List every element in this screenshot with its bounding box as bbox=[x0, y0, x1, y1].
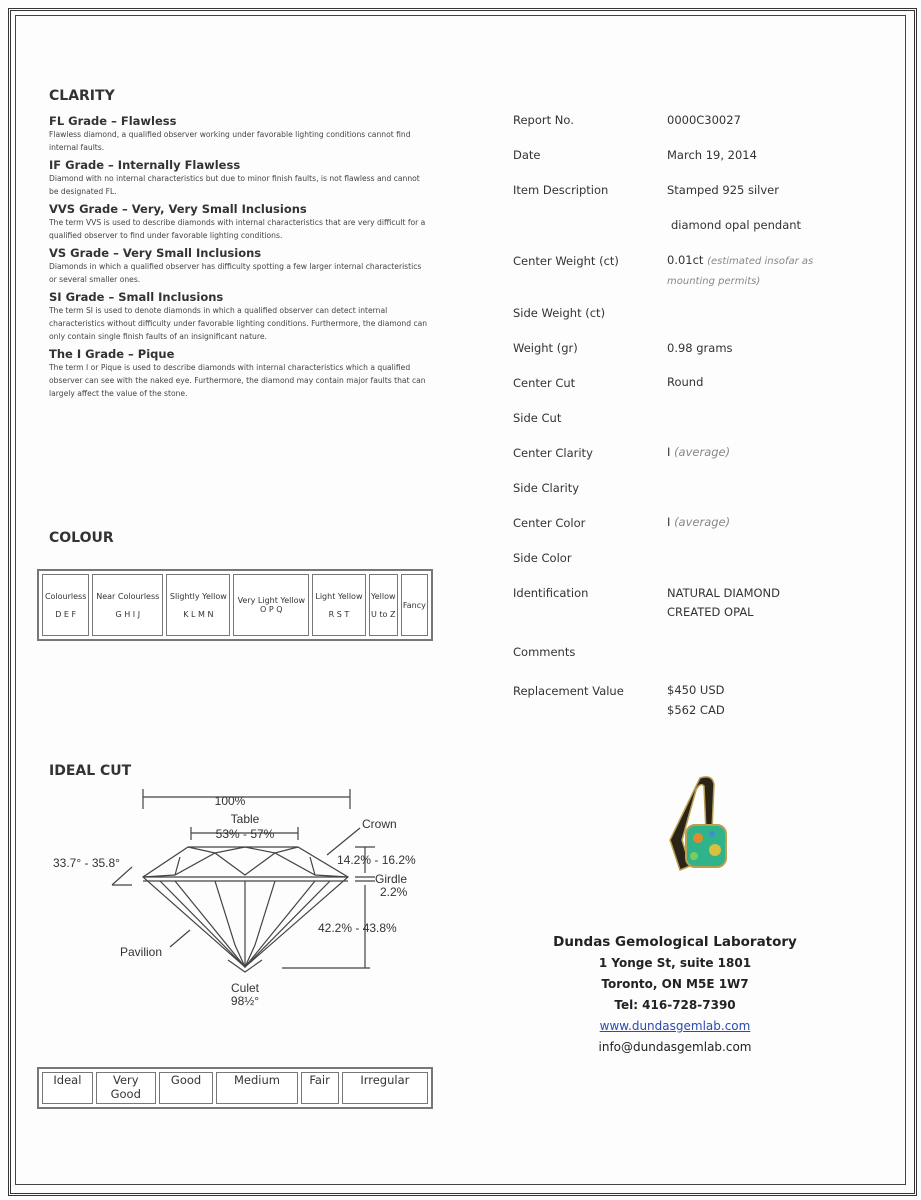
report-label: Center Color bbox=[513, 516, 586, 530]
report-value: Round bbox=[667, 375, 704, 389]
girdle-value: 2.2% bbox=[380, 885, 408, 899]
lab-phone: Tel: 416-728-7390 bbox=[614, 998, 736, 1012]
grade-title: SI Grade – Small Inclusions bbox=[49, 290, 224, 304]
report-label: Center Cut bbox=[513, 376, 576, 390]
grade-description: Flawless diamond, a qualified observer working under favorable lighting conditions cannot find internal faults. bbox=[49, 130, 411, 152]
report-value: CREATED OPAL bbox=[667, 605, 754, 619]
girdle-label: Girdle bbox=[375, 872, 408, 886]
lab-contact bbox=[540, 932, 810, 1058]
cut-grade-cell: Very Good bbox=[96, 1072, 156, 1104]
lab-website-link[interactable]: www.dundasgemlab.com bbox=[599, 1019, 751, 1033]
report-label: Identification bbox=[513, 586, 589, 600]
report-label: Center Weight (ct) bbox=[513, 254, 619, 268]
report-label: Report No. bbox=[513, 113, 574, 127]
grade-title: VVS Grade – Very, Very Small Inclusions bbox=[49, 202, 307, 216]
table-value: 53% - 57% bbox=[215, 827, 275, 841]
cut-grade-cell: Medium bbox=[216, 1072, 297, 1104]
report-label: Side Clarity bbox=[513, 481, 580, 495]
lab-email: info@dundasgemlab.com bbox=[598, 1040, 752, 1054]
report-label: Weight (gr) bbox=[513, 341, 578, 355]
grade-description: The term SI is used to denote diamonds in which a qualified observer can detect internal characteristics without difficulty under favorable lighting conditions. Furthermore, the diamond can only contain single finish faults of an insignificant nature. bbox=[49, 306, 428, 341]
grade-description: The term VVS is used to describe diamonds with internal characteristics that are very difficult for a qualified observer to find under favorable lighting conditions. bbox=[49, 218, 426, 240]
table-label: Table bbox=[230, 812, 260, 826]
cut-grade-cell: Irregular bbox=[342, 1072, 428, 1104]
report-label: Comments bbox=[513, 645, 576, 659]
colour-cell: Slightly Yellow K L M N bbox=[166, 574, 230, 636]
grade-description: The term I or Pique is used to describe diamonds with internal characteristics which a qualified observer can see with the naked eye. Furthermore, the diamond may contain major faults that can largely affect the value of the stone. bbox=[49, 363, 426, 398]
grade-title: The I Grade – Pique bbox=[49, 347, 175, 361]
grade-description: Diamonds in which a qualified observer has difficulty spotting a few larger internal characteristics or several smaller ones. bbox=[49, 262, 422, 284]
grade-title: FL Grade – Flawless bbox=[49, 114, 177, 128]
crown-angle-value: 33.7° - 35.8° bbox=[53, 856, 120, 870]
lab-name: Dundas Gemological Laboratory bbox=[553, 934, 797, 950]
report-label: Date bbox=[513, 148, 541, 162]
report-value: $562 CAD bbox=[667, 703, 725, 717]
colour-cell: Colourless D E F bbox=[42, 574, 89, 636]
report-value: 0000C30027 bbox=[667, 113, 741, 127]
colour-heading: COLOUR bbox=[49, 530, 114, 546]
report-value: NATURAL DIAMOND bbox=[667, 586, 781, 600]
culet-value: 98½° bbox=[230, 994, 260, 1008]
report-note: (estimated insofar as mounting permits) bbox=[667, 256, 814, 287]
clarity-grades bbox=[49, 110, 429, 400]
colour-cell: Light Yellow R S T bbox=[312, 574, 366, 636]
cut-grade-table bbox=[37, 1067, 433, 1109]
pendant-photo bbox=[660, 770, 740, 882]
report-label: Side Color bbox=[513, 551, 572, 565]
report-value: 0.98 grams bbox=[667, 341, 733, 355]
report-label: Side Cut bbox=[513, 411, 562, 425]
report-value: I (average) bbox=[667, 515, 731, 529]
grade-description: Diamond with no internal characteristics but due to minor finish faults, is not flawless and cannot be designated FL. bbox=[49, 174, 420, 196]
crown-height-value: 14.2% - 16.2% bbox=[337, 853, 416, 867]
pavilion-label: Pavilion bbox=[120, 945, 163, 959]
cut-grade-cell: Fair bbox=[301, 1072, 339, 1104]
report-value: 0.01ct (estimated insofar as mounting permits) bbox=[667, 253, 814, 287]
colour-cell: Near Colourless G H I J bbox=[92, 574, 163, 636]
pavilion-depth-value: 42.2% - 43.8% bbox=[318, 921, 397, 935]
crown-label: Crown bbox=[362, 817, 397, 831]
colour-cell: Fancy bbox=[401, 574, 428, 636]
clarity-heading: CLARITY bbox=[49, 88, 115, 104]
ideal-cut-heading: IDEAL CUT bbox=[49, 763, 132, 779]
grade-title: VS Grade – Very Small Inclusions bbox=[49, 246, 262, 260]
report-value: diamond opal pendant bbox=[671, 218, 802, 232]
report-label: Center Clarity bbox=[513, 446, 593, 460]
colour-scale-table bbox=[37, 569, 433, 641]
colour-cell: Very Light Yellow O P Q bbox=[233, 574, 309, 636]
width-label: 100% bbox=[214, 794, 246, 808]
grade-title: IF Grade – Internally Flawless bbox=[49, 158, 241, 172]
report-value: Stamped 925 silver bbox=[667, 183, 779, 197]
report-value: March 19, 2014 bbox=[667, 148, 757, 162]
report-label: Item Description bbox=[513, 183, 609, 197]
colour-cell: Yellow U to Z bbox=[369, 574, 398, 636]
culet-label: Culet bbox=[230, 981, 260, 995]
lab-address-1: 1 Yonge St, suite 1801 bbox=[598, 956, 752, 970]
report-label: Side Weight (ct) bbox=[513, 306, 606, 320]
cut-grade-cell: Good bbox=[159, 1072, 214, 1104]
report-value: $450 USD bbox=[667, 683, 725, 697]
cut-grade-cell: Ideal bbox=[42, 1072, 93, 1104]
lab-address-2: Toronto, ON M5E 1W7 bbox=[601, 977, 749, 991]
ideal-cut-diagram bbox=[40, 785, 440, 1010]
report-value: I (average) bbox=[667, 445, 731, 459]
report-label: Replacement Value bbox=[513, 684, 624, 698]
